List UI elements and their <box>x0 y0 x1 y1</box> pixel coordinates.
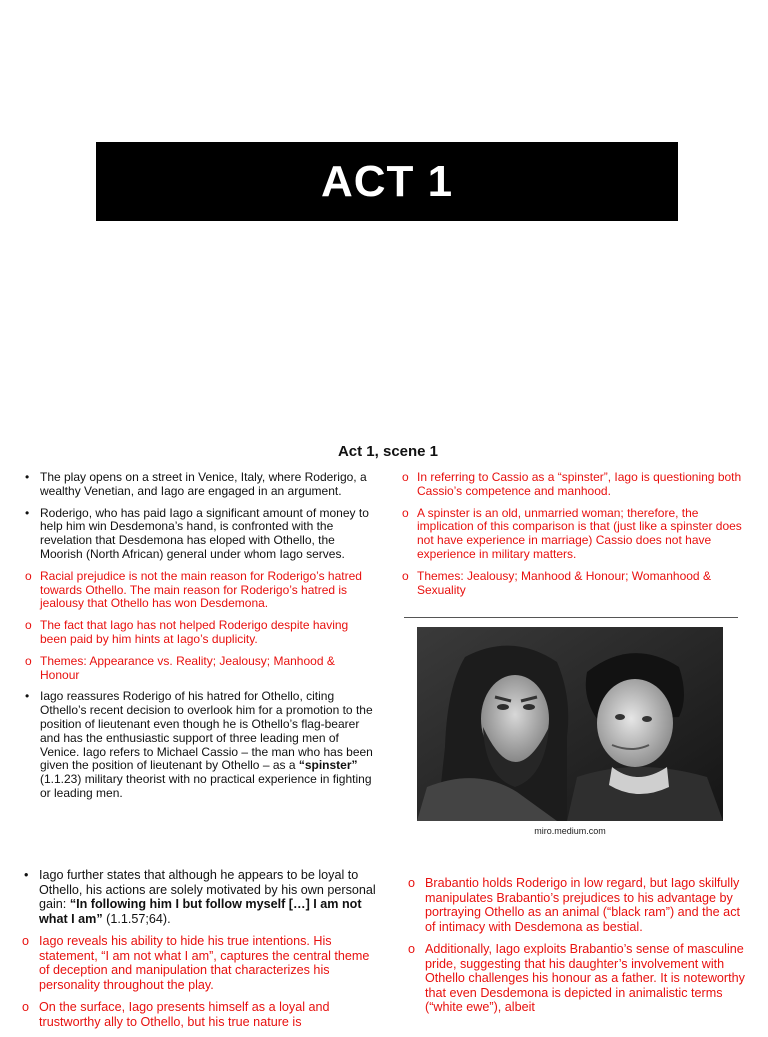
quote-text: “In following him I but follow myself […] I am not what I am” <box>39 897 362 926</box>
spinster-quote: “spinster” <box>298 758 358 773</box>
circle-marker: o <box>25 653 32 668</box>
list-item <box>402 505 745 562</box>
circle-marker: o <box>408 942 416 956</box>
list-item <box>25 618 376 647</box>
item-text-after: (1.1.57;64). <box>102 911 171 926</box>
list-item <box>22 934 377 992</box>
photo-caption: miro.medium.com <box>534 826 606 836</box>
list-item <box>402 470 745 499</box>
list-item <box>408 942 748 1015</box>
scene-photo <box>417 627 723 821</box>
list-item <box>25 505 376 562</box>
left-column <box>25 470 376 809</box>
list-item <box>25 568 376 611</box>
list-item <box>24 868 377 926</box>
list-item <box>25 689 376 800</box>
item-text: On the surface, Iago presents himself as a loyal and trustworthy ally to Othello, but his true nature is <box>39 1000 330 1029</box>
item-text: Themes: Appearance vs. Reality; Jealousy; Manhood & Honour <box>40 653 335 682</box>
circle-marker: o <box>402 568 409 583</box>
act-banner <box>96 142 678 221</box>
act-title: ACT 1 <box>320 156 454 206</box>
circle-marker: o <box>408 876 416 890</box>
item-text: Roderigo, who has paid Iago a significant amount of money to help him win Desdemona’s hand, is confronted with the revelation that Desdemona has eloped with Othello, the Moorish (North African) general under whom Iago serves. <box>40 505 369 561</box>
item-text-before: Iago reassures Roderigo of his hatred for Othello, citing Othello’s recent decision to overlook him for a promotion to the position of lieutenant even though he is Othello’s flag-bearer and has the enthusiastic support of three leading men of Venice. Iago refers to Michael Cassio – the man who has been given the position of lieutenant by Othello – as a <box>40 689 373 773</box>
item-text: The fact that Iago has not helped Roderigo despite having been paid by him hints at Iago’s duplicity. <box>40 618 349 646</box>
item-text: Brabantio holds Roderigo in low regard, but Iago skilfully manipulates Brabantio’s prejudices to his advantage by portraying Othello as an animal (“black ram”) and the act of intimacy with Desdemona as bestial. <box>425 876 740 934</box>
list-item <box>408 876 748 934</box>
circle-marker: o <box>402 505 409 520</box>
bullet-marker: • <box>25 689 30 704</box>
circle-marker: o <box>402 470 409 484</box>
item-text: In referring to Cassio as a “spinster”, Iago is questioning both Cassio’s competence and manhood. <box>417 470 742 498</box>
lower-right-column <box>408 876 748 1023</box>
list-item <box>402 568 745 598</box>
bullet-marker: • <box>24 868 29 882</box>
right-column <box>402 470 745 605</box>
circle-marker: o <box>22 1000 30 1014</box>
scene-title: Act 1, scene 1 <box>337 443 439 460</box>
item-text: Themes: Jealousy; Manhood & Honour; Womanhood & Sexuality <box>417 568 711 597</box>
item-text: The play opens on a street in Venice, Italy, where Roderigo, a wealthy Venetian, and Iago are engaged in an argument. <box>40 470 367 498</box>
list-item <box>25 653 376 683</box>
circle-marker: o <box>25 568 32 583</box>
bullet-marker: • <box>25 470 30 484</box>
item-text-after: (1.1.23) military theorist with no practical experience in fighting or leading men. <box>40 772 372 800</box>
lower-left-column <box>22 868 377 1037</box>
bullet-marker: • <box>25 505 30 520</box>
item-text: A spinster is an old, unmarried woman; therefore, the implication of this comparison is that (just like a spinster does not have experience in marriage) Cassio does not have experience in military matters. <box>417 505 742 561</box>
list-item <box>25 470 376 499</box>
item-text: Additionally, Iago exploits Brabantio’s sense of masculine pride, suggesting that his daughter’s involvement with Othello challenges his honour as a father. It is noteworthy that even Desdemona is depicted in animalistic terms (“white ewe”), albeit <box>425 942 745 1014</box>
item-text: Iago reveals his ability to hide his true intentions. His statement, “I am not what I am”, captures the central theme of deception and manipulation that characterizes his personality throughout the play. <box>39 934 370 992</box>
section-divider <box>404 617 738 618</box>
item-text-before: Iago further states that although he appears to be loyal to Othello, his actions are solely motivated by his own personal gain: <box>39 868 376 911</box>
circle-marker: o <box>22 934 30 948</box>
photo-illustration <box>417 627 723 821</box>
circle-marker: o <box>25 618 32 633</box>
list-item <box>22 1000 377 1029</box>
item-text: Racial prejudice is not the main reason for Roderigo’s hatred towards Othello. The main reason for Roderigo’s hatred is jealousy that Othello has won Desdemona. <box>40 568 362 611</box>
